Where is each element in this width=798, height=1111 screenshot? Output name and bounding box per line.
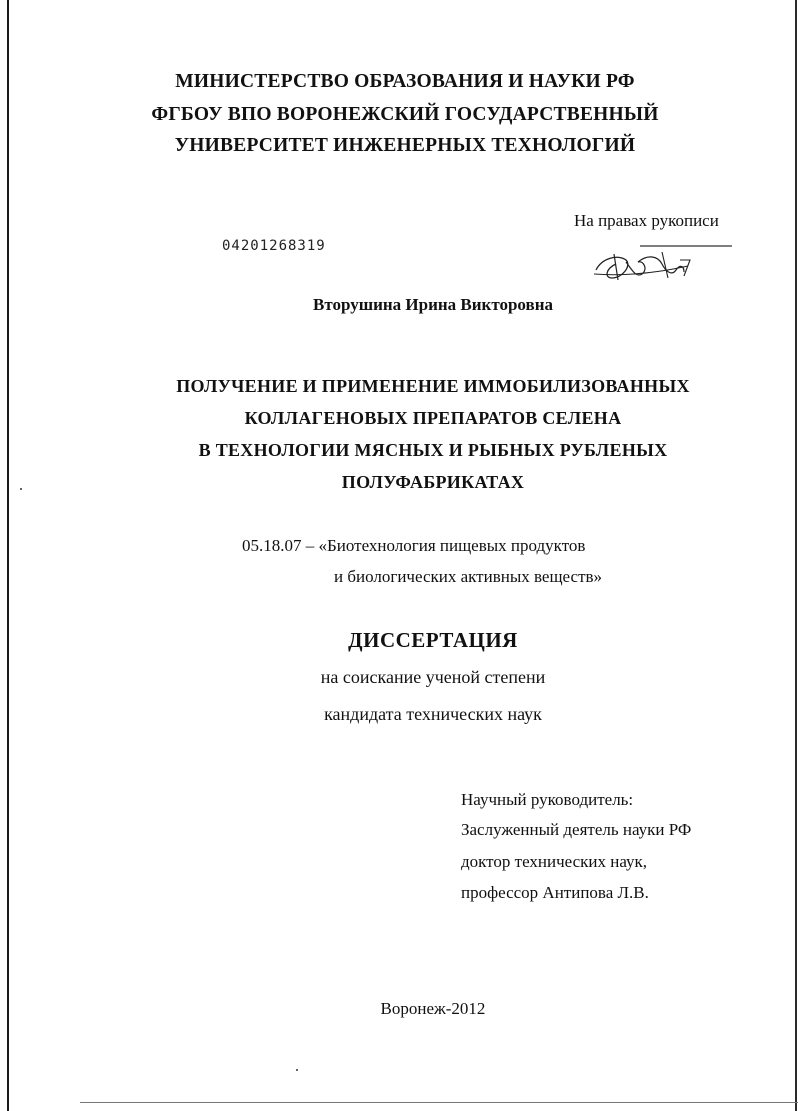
header-university: УНИВЕРСИТЕТ ИНЖЕНЕРНЫХ ТЕХНОЛОГИЙ — [174, 135, 636, 156]
catalog-number: 04201268319 — [222, 238, 326, 254]
scan-edge-bottom — [80, 1102, 798, 1103]
signature-image — [592, 240, 737, 290]
supervisor-name: профессор Антипова Л.В. — [461, 883, 649, 902]
scan-edge-left — [7, 0, 9, 1111]
author-name: Вторушина Ирина Викторовна — [313, 295, 553, 314]
supervisor-label: Научный руководитель: — [461, 790, 634, 809]
title-line-4: ПОЛУФАБРИКАТАХ — [341, 472, 525, 492]
title-line-2: КОЛЛАГЕНОВЫХ ПРЕПАРАТОВ СЕЛЕНА — [244, 408, 622, 428]
scan-edge-right — [795, 0, 797, 1111]
specialty-line-1: 05.18.07 – «Биотехнология пищевых продуктов — [242, 536, 586, 555]
document-type: ДИССЕРТАЦИЯ — [348, 628, 518, 652]
title-line-1: ПОЛУЧЕНИЕ И ПРИМЕНЕНИЕ ИММОБИЛИЗОВАННЫХ — [176, 376, 690, 396]
supervisor-honor: Заслуженный деятель науки РФ — [461, 820, 692, 839]
header-ministry: МИНИСТЕРСТВО ОБРАЗОВАНИЯ И НАУКИ РФ — [175, 71, 635, 92]
scan-dust-dot — [296, 1069, 298, 1071]
manuscript-note: На правах рукописи — [574, 211, 719, 230]
degree-line-1: на соискание ученой степени — [320, 667, 546, 687]
header-institution: ФГБОУ ВПО ВОРОНЕЖСКИЙ ГОСУДАРСТВЕННЫЙ — [151, 104, 659, 125]
degree-line-2: кандидата технических наук — [324, 704, 542, 724]
city-year: Воронеж-2012 — [380, 999, 486, 1018]
title-line-3: В ТЕХНОЛОГИИ МЯСНЫХ И РЫБНЫХ РУБЛЕНЫХ — [198, 440, 668, 460]
supervisor-degree: доктор технических наук, — [461, 852, 648, 871]
specialty-line-2: и биологических активных веществ» — [334, 567, 603, 586]
